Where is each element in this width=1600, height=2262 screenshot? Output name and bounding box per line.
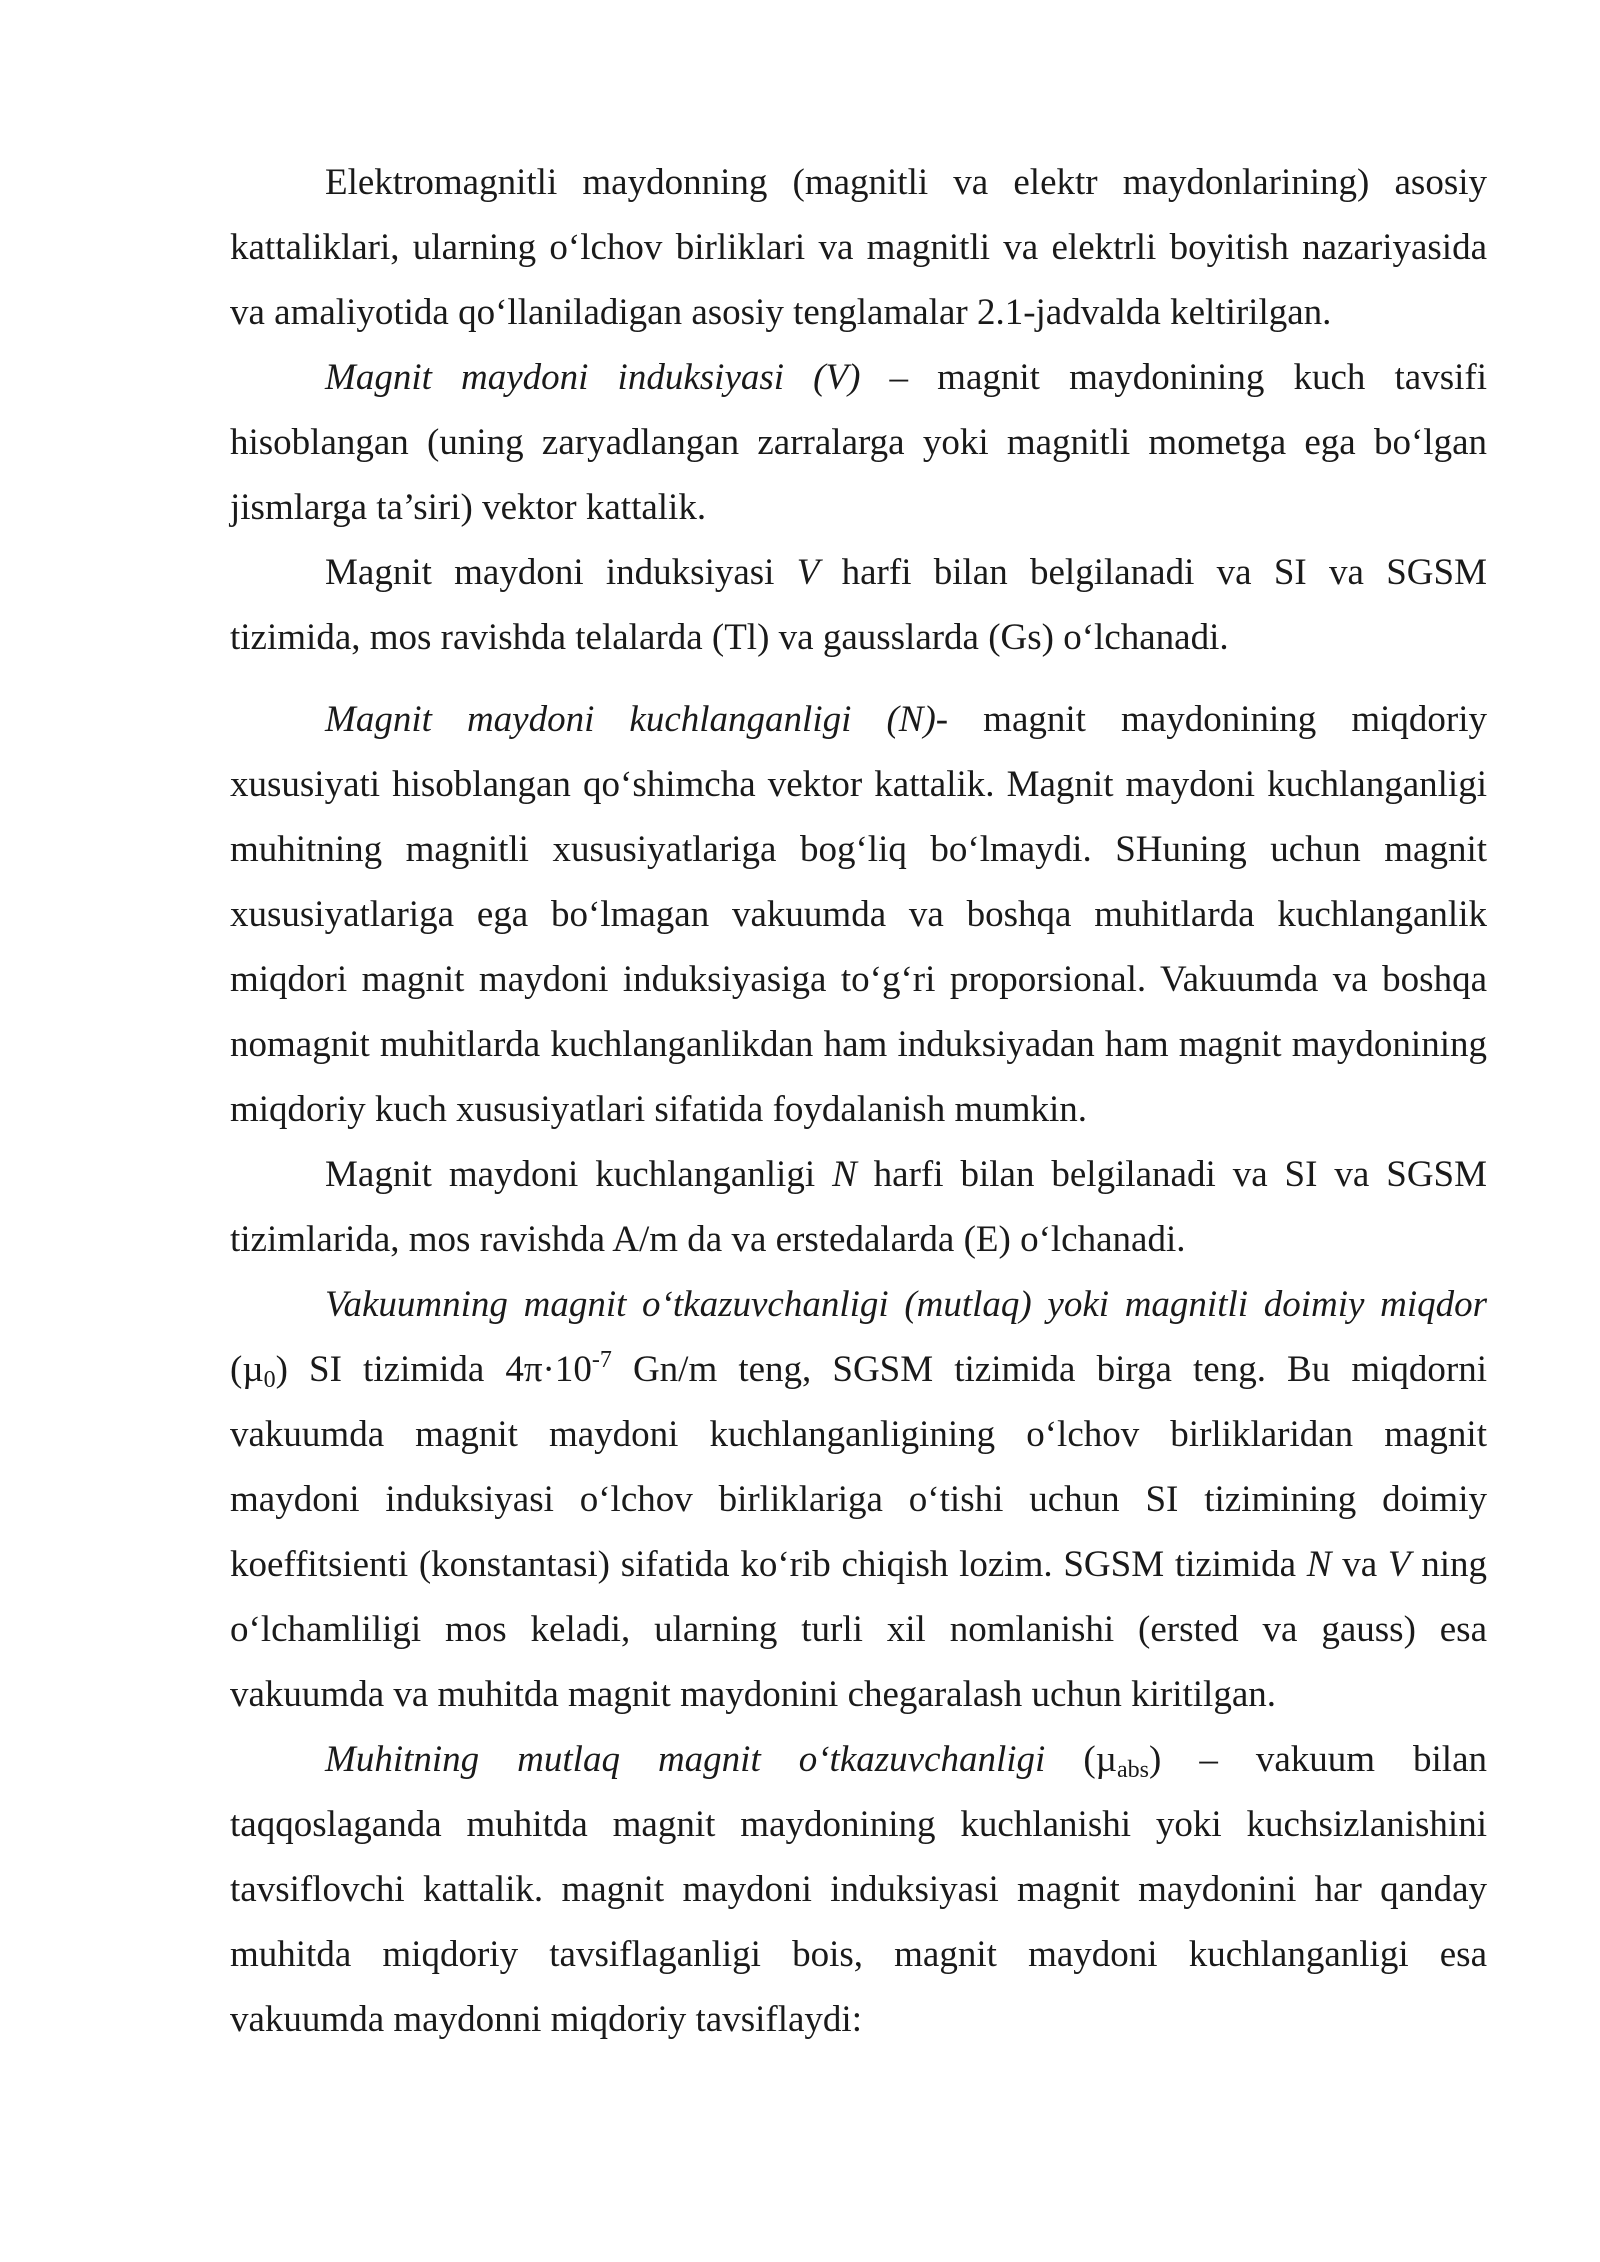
paragraph-text: harfi bilan belgilanadi va SI va SGSM tizimlarida, mos ravishda A/m da va erstedalarda (E) o‘lchanadi. <box>230 1154 1488 1260</box>
italic-text: N <box>832 1154 857 1195</box>
italic-text: Magnit maydoni induksiyasi (V) <box>325 357 861 398</box>
paragraph-text: va <box>1331 1544 1388 1585</box>
subscript-text: abs <box>1117 1757 1149 1783</box>
paragraph-text: Magnit maydoni kuchlanganligi <box>325 1154 833 1195</box>
paragraph-text: ) – vakuum bilan taqqoslaganda muhitda magnit maydonining kuchlanishi yoki kuchsizlanishini tavsiflovchi kattalik. magnit maydoni induksiyasi magnit maydonini har qanday muhitda miqdoriy tavsiflaganligi bois, magnit maydoni kuchlanganligi esa vakuumda maydonni miqdoriy tavsiflaydi: <box>230 1739 1488 2040</box>
document-body <box>230 150 1487 2052</box>
paragraph <box>230 1142 1487 1272</box>
paragraph-text: harfi bilan belgilanadi va SI va SGSM tizimida, mos ravishda telalarda (Tl) va gausslarda (Gs) o‘lchanadi. <box>230 552 1487 658</box>
italic-text: V <box>1387 1544 1411 1585</box>
paragraph-text: (µ <box>1045 1739 1117 1780</box>
paragraph-text: – magnit maydonining kuch tavsifi hisoblangan (uning zaryadlangan zarralarga yoki magnitli mometga ega bo‘lgan jismlarga ta’siri) vektor kattalik. <box>230 357 1487 528</box>
paragraph-text: ning o‘lchamliligi mos keladi, ularning turli xil nomlanishi (ersted va gauss) esa vakuumda va muhitda magnit maydonini chegaralash uchun kiritilgan. <box>230 1544 1487 1715</box>
paragraph-text: ) SI tizimida 4π·10 <box>275 1349 592 1390</box>
paragraph <box>230 1272 1487 1727</box>
paragraph <box>230 540 1487 670</box>
paragraph-text: (µ <box>230 1349 264 1390</box>
superscript-text: -7 <box>591 1347 612 1373</box>
paragraph <box>230 150 1487 345</box>
italic-text: Muhitning mutlaq magnit o‘tkazuvchanligi <box>325 1739 1046 1780</box>
italic-text: Magnit maydoni kuchlanganligi (N) <box>325 699 936 740</box>
paragraph-text: Magnit maydoni induksiyasi <box>325 552 797 593</box>
italic-text: V <box>796 552 820 593</box>
paragraph <box>230 345 1487 540</box>
paragraph <box>230 1727 1487 2052</box>
italic-text: Vakuumning magnit o‘tkazuvchanligi (mutlaq) yoki magnitli doimiy miqdor <box>325 1284 1487 1325</box>
paragraph-text: - magnit maydonining miqdoriy xususiyati hisoblangan qo‘shimcha vektor kattalik. Magnit maydoni kuchlanganligi muhitning magnitli xususiyatlariga bog‘liq bo‘lmaydi. SHuning uchun magnit xususiyatlariga ega bo‘lmagan vakuumda va boshqa muhitlarda kuchlanganlik miqdori magnit maydoni induksiyasiga to‘g‘ri proporsional. Vakuumda va boshqa nomagnit muhitlarda kuchlanganlikdan ham induksiyadan ham magnit maydonining miqdoriy kuch xususiyatlari sifatida foydalanish mumkin. <box>230 699 1487 1130</box>
paragraph <box>230 687 1487 1142</box>
paragraph-text: Elektromagnitli maydonning (magnitli va elektr maydonlarining) asosiy kattaliklari, ularning o‘lchov birliklari va magnitli va elektrli boyitish nazariyasida va amaliyotida qo‘llaniladigan asosiy tenglamalar 2.1-jadvalda keltirilgan. <box>230 162 1487 333</box>
paragraph-text: Gn/m teng, SGSM tizimida birga teng. Bu miqdorni vakuumda magnit maydoni kuchlanganligining o‘lchov birliklaridan magnit maydoni induksiyasi o‘lchov birliklariga o‘tishi uchun SI tizimining doimiy koeffitsienti (konstantasi) sifatida ko‘rib chiqish lozim. SGSM tizimida <box>230 1349 1487 1585</box>
subscript-text: 0 <box>263 1367 276 1393</box>
italic-text: N <box>1306 1544 1332 1585</box>
